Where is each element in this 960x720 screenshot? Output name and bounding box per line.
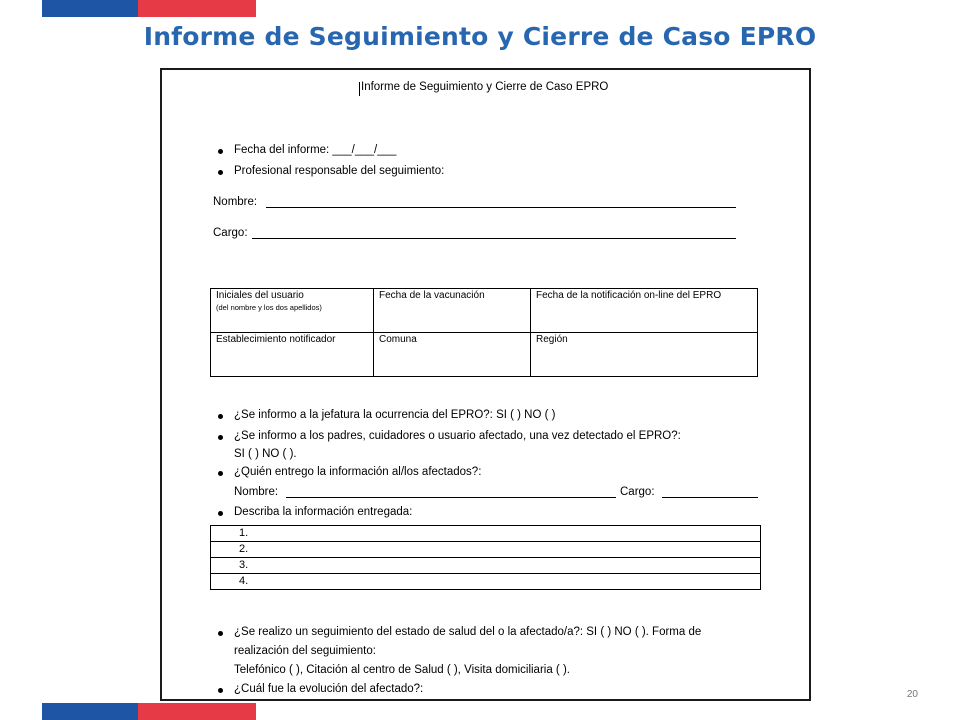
- bullet-icon: [218, 170, 223, 175]
- bottom-red-segment: [138, 703, 256, 720]
- nombre-label: Nombre:: [213, 196, 258, 208]
- top-red-segment: [138, 0, 256, 17]
- bullet-icon: [218, 631, 223, 636]
- bullet-icon: [218, 435, 223, 440]
- question-padres: ¿Se informo a los padres, cuidadores o usuario afectado, una vez detectado el EPRO?:: [234, 430, 681, 442]
- quien-entrego-nombre-line: [286, 497, 616, 498]
- info-entregada-table: [210, 525, 761, 590]
- form-heading: Informe de Seguimiento y Cierre de Caso EPRO: [361, 81, 609, 93]
- desc-row-2: 2.: [211, 542, 761, 558]
- quien-entrego-cargo-label: Cargo:: [620, 486, 655, 498]
- fecha-informe-field: Fecha del informe: ___/___/___: [234, 144, 397, 156]
- slide-title: Informe de Seguimiento y Cierre de Caso EPRO: [143, 22, 817, 51]
- desc-row-3: 3.: [211, 558, 761, 574]
- question-seguimiento-options: Telefónico ( ), Citación al centro de Salud ( ), Visita domiciliaria ( ).: [234, 664, 570, 676]
- bullet-icon: [218, 511, 223, 516]
- comuna-cell: Comuna: [374, 333, 531, 377]
- question-describa: Describa la información entregada:: [234, 506, 413, 518]
- text-cursor: [359, 82, 360, 96]
- quien-entrego-cargo-line: [662, 497, 758, 498]
- question-seguimiento-cont: realización del seguimiento:: [234, 645, 376, 657]
- page-number: 20: [906, 689, 918, 700]
- desc-row-4: 4.: [211, 574, 761, 590]
- cargo-line: [252, 238, 736, 239]
- quien-entrego-nombre-label: Nombre:: [234, 486, 279, 498]
- fecha-notificacion-cell: Fecha de la notificación on-line del EPRO: [531, 289, 758, 333]
- establecimiento-notificador-cell: Establecimiento notificador: [211, 333, 374, 377]
- region-cell: Región: [531, 333, 758, 377]
- nombre-line: [266, 207, 736, 208]
- cargo-label: Cargo:: [213, 227, 248, 239]
- bottom-blue-segment: [42, 703, 138, 720]
- fecha-vacunacion-cell: Fecha de la vacunación: [374, 289, 531, 333]
- bullet-icon: [218, 688, 223, 693]
- scanned-form-document: [160, 68, 811, 701]
- question-padres-options: SI ( ) NO ( ).: [234, 448, 297, 460]
- profesional-responsable-label: Profesional responsable del seguimiento:: [234, 165, 445, 177]
- question-evolucion: ¿Cuál fue la evolución del afectado?:: [234, 683, 424, 695]
- iniciales-usuario-cell: [211, 289, 374, 333]
- bullet-icon: [218, 471, 223, 476]
- iniciales-usuario-sublabel: (del nombre y los dos apellidos): [216, 303, 322, 312]
- top-blue-segment: [42, 0, 138, 17]
- iniciales-usuario-label: Iniciales del usuario: [216, 290, 304, 301]
- question-seguimiento: ¿Se realizo un seguimiento del estado de salud del o la afectado/a?: SI ( ) NO ( ). Forma de: [234, 626, 702, 638]
- desc-row-1: 1.: [211, 526, 761, 542]
- bullet-icon: [218, 414, 223, 419]
- case-info-table: [210, 288, 758, 377]
- question-quien-entrego: ¿Quién entrego la información al/los afectados?:: [234, 466, 482, 478]
- bullet-icon: [218, 149, 223, 154]
- question-jefatura: ¿Se informo a la jefatura la ocurrencia del EPRO?: SI ( ) NO ( ): [234, 409, 556, 421]
